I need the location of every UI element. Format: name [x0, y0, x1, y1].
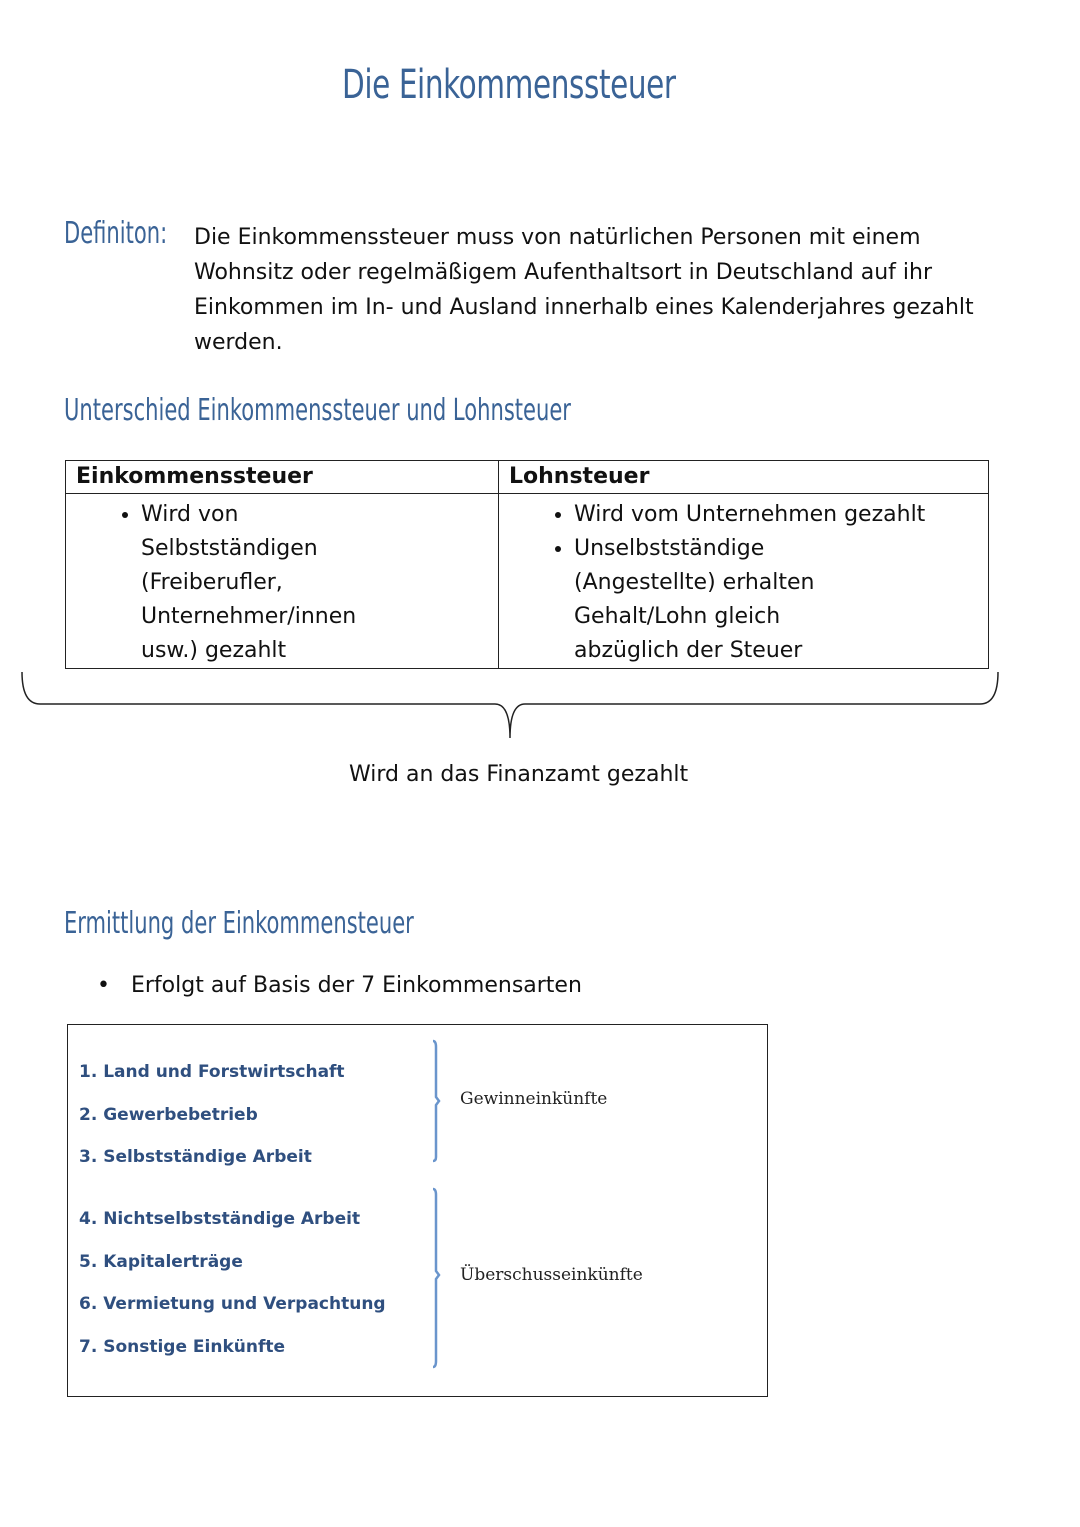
income-type: 2. Gewerbebetrieb: [79, 1105, 258, 1125]
income-type: 6. Vermietung und Verpachtung: [79, 1294, 386, 1314]
page-title: Die Einkommenssteuer: [342, 62, 676, 108]
income-type: 3. Selbstständige Arbeit: [79, 1147, 312, 1167]
bullet-text: Erfolgt auf Basis der 7 Einkommensarten: [130, 973, 582, 998]
income-type: 1. Land und Forstwirtschaft: [79, 1062, 345, 1082]
income-types-box: [67, 1024, 768, 1397]
bracket-icon: [428, 1039, 448, 1369]
curly-brace-icon: [0, 668, 1080, 743]
lohnsteuer-cell: [499, 494, 989, 669]
comparison-table: [65, 460, 989, 669]
bullet-item: • Erfolgt auf Basis der 7 Einkommensarten: [97, 973, 582, 998]
income-type: 7. Sonstige Einkünfte: [79, 1337, 286, 1357]
bullet-item: • Unselbstständige (Angestellte) erhalten Gehalt/Lohn gleich abzüglich der Steuer: [574, 532, 874, 668]
income-type: 5. Kapitalerträge: [79, 1252, 243, 1272]
income-type: 4. Nichtselbstständige Arbeit: [79, 1209, 361, 1229]
brace-note: Wird an das Finanzamt gezahlt: [349, 762, 689, 787]
definition-label: Definiton:: [64, 216, 168, 251]
bullet-item: • Wird von Selbstständigen (Freiberufler, Unternehmer/innen usw.) gezahlt: [141, 498, 371, 668]
difference-heading: Unterschied Einkommenssteuer und Lohnsteuer: [64, 393, 571, 428]
group-label-ueberschusseinkuenfte: Überschusseinkünfte: [460, 1265, 643, 1285]
column-header-lohnsteuer: Lohnsteuer: [499, 461, 989, 494]
definition-text: Die Einkommenssteuer muss von natürlichen Personen mit einem Wohnsitz oder regelmäßigem Aufenthaltsort in Deutschland auf ihr Einkommen im In- und Ausland innerhalb eines Kalenderjahres gezahlt werden.: [194, 225, 974, 355]
bullet-item: • Wird vom Unternehmen gezahlt: [574, 498, 874, 532]
column-header-einkommenssteuer: Einkommenssteuer: [66, 461, 499, 494]
group-label-gewinneinkuenfte: Gewinneinkünfte: [460, 1089, 608, 1109]
einkommenssteuer-cell: [66, 494, 499, 669]
determination-heading: Ermittlung der Einkommensteuer: [64, 906, 414, 941]
